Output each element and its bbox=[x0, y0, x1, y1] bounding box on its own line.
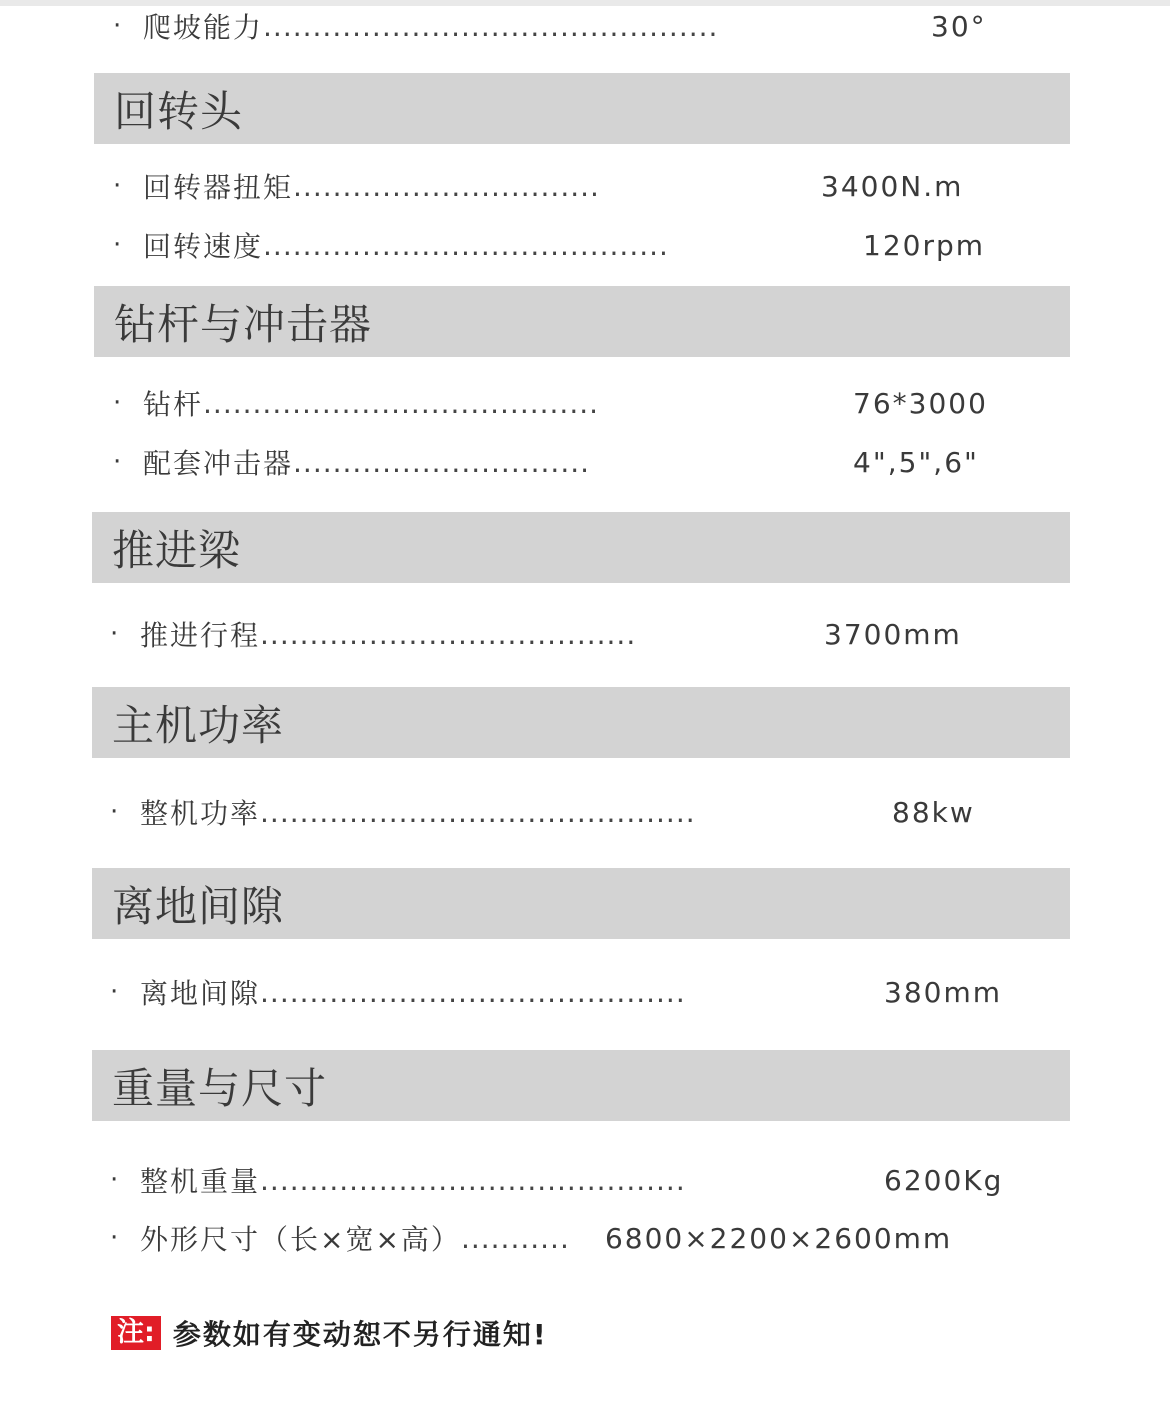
row-bullet: · bbox=[110, 619, 121, 649]
row-label: 推进行程 bbox=[140, 619, 261, 652]
row-label: 回转器扭矩 bbox=[143, 171, 294, 204]
row-dots: .............................. bbox=[293, 445, 591, 479]
row-value: 3700mm bbox=[824, 617, 962, 651]
row-dots: ......................................... bbox=[263, 228, 669, 262]
section-header-engine-power bbox=[92, 687, 1070, 758]
spec-row-drill-rod bbox=[113, 383, 988, 423]
row-value: 30° bbox=[931, 9, 987, 43]
row-bullet: · bbox=[110, 1223, 121, 1253]
row-value: 4",5",6" bbox=[853, 445, 979, 479]
spec-row-machine-weight bbox=[110, 1160, 1003, 1200]
section-header-weight-dimensions bbox=[92, 1050, 1070, 1121]
spec-row-rotary-speed bbox=[113, 225, 985, 265]
row-dots: ........... bbox=[460, 1221, 570, 1255]
spec-row-hammer bbox=[113, 442, 979, 482]
row-bullet: · bbox=[113, 230, 124, 260]
row-value: 76*3000 bbox=[853, 386, 988, 420]
row-bullet: · bbox=[110, 977, 121, 1007]
row-label: 回转速度 bbox=[143, 230, 264, 263]
row-label: 配套冲击器 bbox=[143, 447, 294, 480]
spec-row-machine-power bbox=[110, 792, 975, 832]
row-bullet: · bbox=[113, 171, 124, 201]
section-header-ground-clearance bbox=[92, 868, 1070, 939]
row-bullet: · bbox=[110, 1165, 121, 1195]
section-header-feed-beam bbox=[92, 512, 1070, 583]
row-label: 整机重量 bbox=[140, 1165, 261, 1198]
row-bullet: · bbox=[110, 797, 121, 827]
row-bullet: · bbox=[113, 388, 124, 418]
row-bullet: · bbox=[113, 11, 124, 41]
spec-row-dimensions bbox=[110, 1218, 952, 1258]
row-value: 120rpm bbox=[863, 228, 986, 262]
section-title: 重量与尺寸 bbox=[112, 1063, 328, 1113]
row-dots: ........................................... bbox=[260, 1163, 686, 1197]
section-header-rotary-head bbox=[94, 73, 1070, 144]
note-tag: 注: bbox=[111, 1316, 161, 1350]
row-value: 6200Kg bbox=[884, 1163, 1004, 1197]
row-label: 外形尺寸（长×宽×高） bbox=[140, 1223, 461, 1256]
section-title: 主机功率 bbox=[112, 700, 285, 750]
section-title: 钻杆与冲击器 bbox=[114, 299, 373, 349]
row-value: 380mm bbox=[884, 975, 1003, 1009]
row-bullet: · bbox=[113, 447, 124, 477]
section-title: 推进梁 bbox=[112, 525, 242, 575]
row-label: 整机功率 bbox=[140, 797, 261, 830]
row-dots: ........................................ bbox=[203, 386, 600, 420]
row-value: 88kw bbox=[892, 795, 975, 829]
row-dots: .............................................. bbox=[263, 9, 719, 43]
row-dots: ............................... bbox=[293, 169, 600, 203]
row-value: 6800×2200×2600mm bbox=[604, 1221, 953, 1255]
row-label: 钻杆 bbox=[143, 388, 204, 421]
section-title: 离地间隙 bbox=[112, 881, 285, 931]
spec-row-climbing bbox=[113, 6, 987, 46]
row-value: 3400N.m bbox=[821, 169, 964, 203]
spec-row-rotary-torque bbox=[113, 166, 963, 206]
row-label: 离地间隙 bbox=[140, 977, 261, 1010]
spec-row-ground-clearance bbox=[110, 972, 1002, 1012]
spec-row-feed-stroke bbox=[110, 614, 962, 654]
note-text: 参数如有变动恕不另行通知! bbox=[172, 1318, 548, 1351]
row-dots: ............................................ bbox=[260, 795, 696, 829]
section-header-drill-rod-hammer bbox=[94, 286, 1070, 357]
row-dots: ...................................... bbox=[260, 617, 637, 651]
section-title: 回转头 bbox=[114, 86, 244, 136]
disclaimer-note bbox=[111, 1314, 548, 1352]
row-dots: ........................................... bbox=[260, 975, 686, 1009]
row-label: 爬坡能力 bbox=[143, 11, 264, 44]
